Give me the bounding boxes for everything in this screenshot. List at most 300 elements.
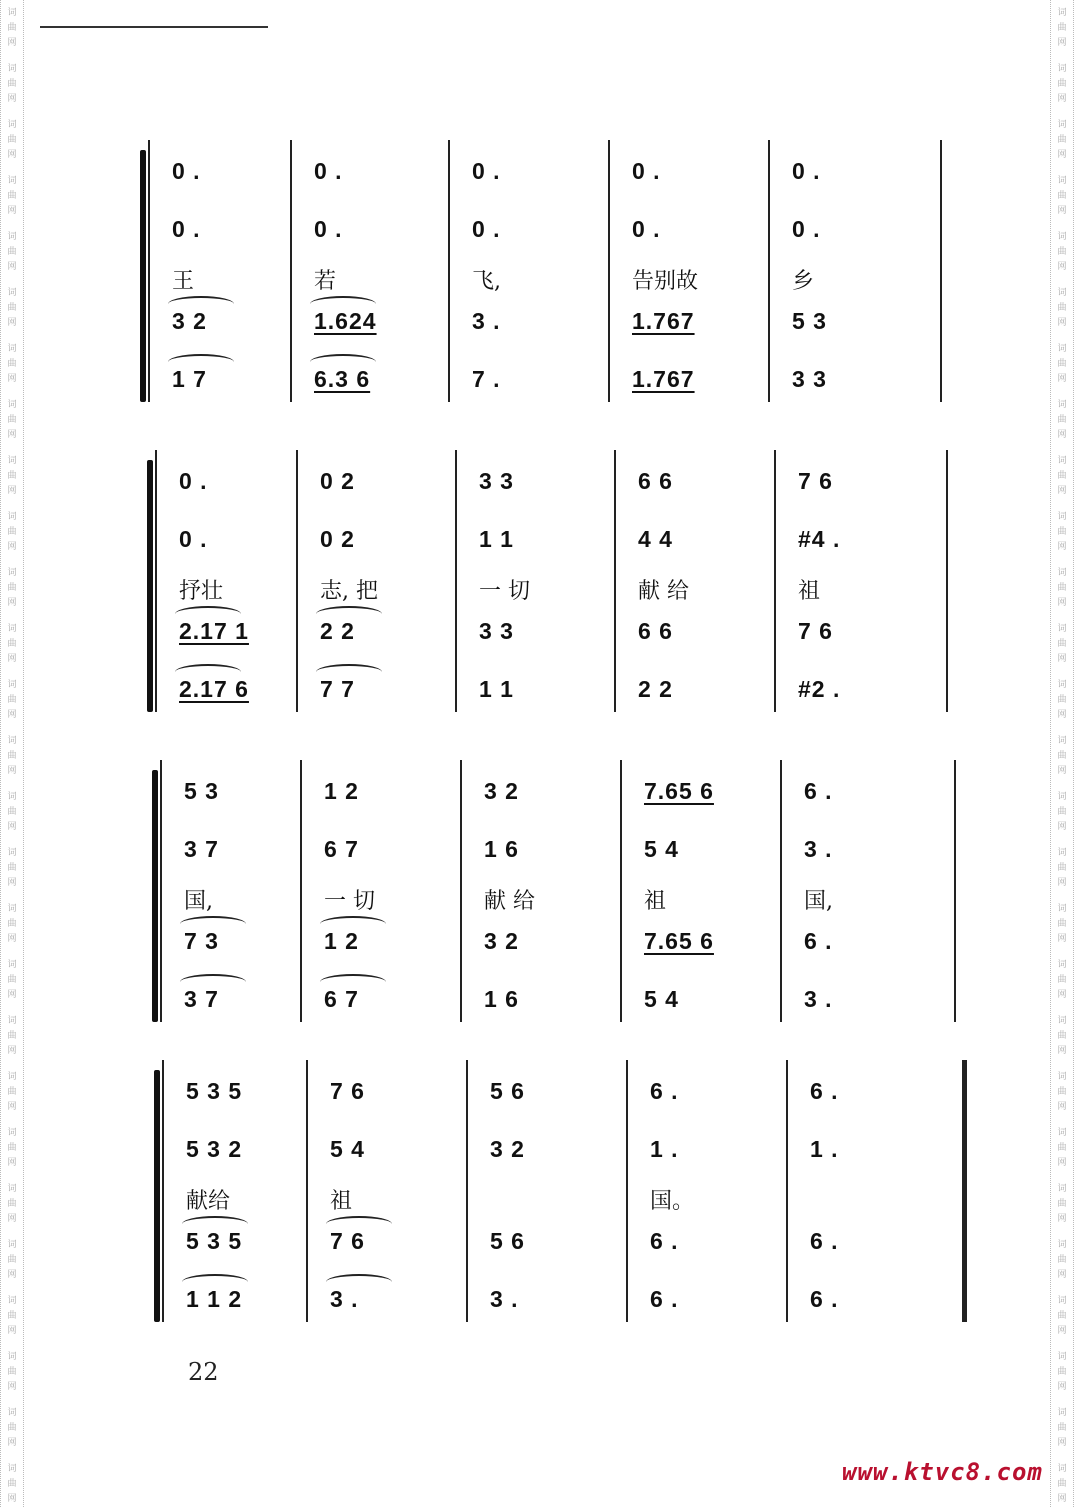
watermark-glyph: 网	[1057, 1102, 1067, 1112]
watermark-glyph: 词	[1057, 624, 1067, 634]
slur-mark	[320, 916, 386, 932]
watermark-glyph: 词	[1057, 904, 1067, 914]
barline	[768, 140, 770, 402]
watermark-glyph: 词	[1057, 1128, 1067, 1138]
watermark-glyph: 网	[7, 878, 17, 888]
watermark-glyph: 曲	[7, 1087, 17, 1097]
note-group: 6.3 6	[314, 366, 371, 392]
note-group: 3 3	[479, 468, 514, 494]
watermark-glyph: 词	[7, 8, 17, 18]
watermark-glyph: 网	[7, 934, 17, 944]
watermark-glyph: 曲	[7, 527, 17, 537]
watermark-glyph: 词	[1057, 512, 1067, 522]
watermark-glyph: 网	[1057, 206, 1067, 216]
watermark-glyph: 曲	[7, 359, 17, 369]
watermark-glyph: 曲	[7, 471, 17, 481]
note-group: 0 .	[632, 158, 661, 184]
lyric-text: 献给	[186, 1189, 231, 1214]
note-group: 2.17 1	[179, 618, 249, 644]
watermark-glyph: 曲	[7, 79, 17, 89]
note-group: 6 .	[810, 1286, 839, 1312]
barline	[786, 1060, 788, 1322]
lyric-text: 告别故	[632, 269, 699, 294]
note-group: 6 .	[804, 778, 833, 804]
note-group: 1 2	[324, 778, 359, 804]
watermark-glyph: 网	[1057, 1214, 1067, 1224]
watermark-glyph: 曲	[7, 1199, 17, 1209]
note-group: 1.624	[314, 308, 377, 334]
lyric-text: 献 给	[484, 889, 535, 914]
watermark-glyph: 曲	[1057, 863, 1067, 873]
watermark-glyph: 网	[1057, 878, 1067, 888]
watermark-glyph: 词	[7, 1296, 17, 1306]
watermark-glyph: 词	[1057, 8, 1067, 18]
note-group: 0 .	[314, 158, 343, 184]
barline	[155, 450, 157, 712]
watermark-glyph: 网	[1057, 598, 1067, 608]
note-group: 0 .	[792, 216, 821, 242]
watermark-glyph: 词	[1057, 736, 1067, 746]
watermark-glyph: 曲	[1057, 415, 1067, 425]
watermark-glyph: 词	[1057, 680, 1067, 690]
watermark-glyph: 网	[7, 1046, 17, 1056]
note-group: 7 .	[472, 366, 501, 392]
lyric-text: 国,	[804, 889, 833, 914]
watermark-glyph: 曲	[7, 695, 17, 705]
note-group: 6 .	[804, 928, 833, 954]
watermark-glyph: 网	[7, 598, 17, 608]
watermark-glyph: 曲	[7, 807, 17, 817]
barline	[448, 140, 450, 402]
watermark-glyph: 词	[7, 232, 17, 242]
note-group: 3 3	[479, 618, 514, 644]
barline	[466, 1060, 468, 1322]
score-system	[0, 450, 1074, 712]
note-group: 6 .	[650, 1078, 679, 1104]
note-group: 7 6	[798, 618, 833, 644]
score-system	[0, 760, 1074, 1022]
note-group: 3 .	[330, 1286, 359, 1312]
watermark-glyph: 网	[7, 318, 17, 328]
watermark-glyph: 曲	[1057, 695, 1067, 705]
watermark-glyph: 曲	[1057, 1199, 1067, 1209]
note-group: 0 .	[472, 158, 501, 184]
watermark-glyph: 网	[7, 486, 17, 496]
note-group: 6 7	[324, 986, 359, 1012]
slur-mark	[316, 606, 382, 622]
note-group: 5 3	[184, 778, 219, 804]
watermark-glyph: 网	[7, 430, 17, 440]
watermark-glyph: 词	[1057, 120, 1067, 130]
watermark-glyph: 曲	[1057, 1311, 1067, 1321]
barline	[162, 1060, 164, 1322]
note-group: 1 6	[484, 836, 519, 862]
barline	[306, 1060, 308, 1322]
watermark-glyph: 网	[7, 150, 17, 160]
watermark-glyph: 曲	[1057, 1087, 1067, 1097]
lyric-text: 一 切	[324, 889, 375, 914]
note-group: 0 .	[632, 216, 661, 242]
watermark-glyph: 词	[1057, 1240, 1067, 1250]
watermark-glyph: 网	[1057, 990, 1067, 1000]
slur-mark	[175, 606, 241, 622]
watermark-glyph: 曲	[1057, 1143, 1067, 1153]
watermark-glyph: 曲	[7, 1143, 17, 1153]
note-group: 3 .	[472, 308, 501, 334]
lyric-text: 一 切	[479, 579, 530, 604]
watermark-glyph: 曲	[7, 863, 17, 873]
note-group: 1 6	[484, 986, 519, 1012]
watermark-glyph: 词	[7, 680, 17, 690]
watermark-glyph: 词	[1057, 568, 1067, 578]
note-group: 7 7	[320, 676, 355, 702]
watermark-glyph: 词	[1057, 1408, 1067, 1418]
lyric-text: 若	[314, 269, 337, 294]
watermark-glyph: 曲	[7, 639, 17, 649]
barline	[954, 760, 956, 1022]
barline	[962, 1060, 967, 1322]
watermark-glyph: 词	[1057, 1184, 1067, 1194]
watermark-glyph: 曲	[7, 1311, 17, 1321]
note-group: 1 1 2	[186, 1286, 243, 1312]
watermark-glyph: 网	[1057, 150, 1067, 160]
watermark-glyph: 曲	[7, 1423, 17, 1433]
note-group: 5 4	[644, 986, 679, 1012]
note-group: 0 .	[472, 216, 501, 242]
watermark-glyph: 网	[7, 990, 17, 1000]
note-group: 5 3 2	[186, 1136, 243, 1162]
watermark-glyph: 网	[1057, 654, 1067, 664]
system-brace	[140, 150, 146, 402]
note-group: 0 2	[320, 468, 355, 494]
watermark-glyph: 网	[1057, 1270, 1067, 1280]
note-group: 5 6	[490, 1228, 525, 1254]
slur-mark	[310, 354, 376, 370]
barline	[460, 760, 462, 1022]
barline	[300, 760, 302, 1022]
watermark-glyph: 曲	[1057, 303, 1067, 313]
watermark-glyph: 曲	[7, 1031, 17, 1041]
note-group: 4 4	[638, 526, 673, 552]
slur-mark	[180, 916, 246, 932]
note-group: 0 .	[314, 216, 343, 242]
note-group: 5 3 5	[186, 1228, 243, 1254]
watermark-glyph: 词	[7, 1016, 17, 1026]
watermark-glyph: 曲	[1057, 975, 1067, 985]
watermark-glyph: 词	[7, 176, 17, 186]
watermark-glyph: 曲	[1057, 1031, 1067, 1041]
note-group: 2.17 6	[179, 676, 249, 702]
barline	[160, 760, 162, 1022]
note-group: 2 2	[638, 676, 673, 702]
barline	[608, 140, 610, 402]
watermark-glyph: 网	[1057, 1438, 1067, 1448]
note-group: 0 2	[320, 526, 355, 552]
watermark-glyph: 词	[1057, 232, 1067, 242]
note-group: 3 .	[490, 1286, 519, 1312]
watermark-glyph: 网	[7, 262, 17, 272]
watermark-glyph: 曲	[7, 247, 17, 257]
note-group: 3 7	[184, 986, 219, 1012]
watermark-glyph: 词	[7, 848, 17, 858]
watermark-glyph: 网	[7, 822, 17, 832]
lyric-text: 祖	[798, 579, 821, 604]
note-group: 3 2	[172, 308, 207, 334]
watermark-glyph: 曲	[1057, 807, 1067, 817]
watermark-glyph: 曲	[1057, 79, 1067, 89]
slur-mark	[320, 974, 386, 990]
watermark-glyph: 词	[7, 904, 17, 914]
lyric-text: 祖	[644, 889, 667, 914]
note-group: 6 .	[650, 1286, 679, 1312]
page-number: 22	[188, 1358, 219, 1386]
watermark-glyph: 曲	[7, 583, 17, 593]
note-group: 0 .	[172, 216, 201, 242]
barline	[290, 140, 292, 402]
barline	[774, 450, 776, 712]
watermark-glyph: 曲	[7, 1367, 17, 1377]
watermark-glyph: 网	[1057, 318, 1067, 328]
watermark-glyph: 词	[1057, 1016, 1067, 1026]
barline	[614, 450, 616, 712]
barline	[455, 450, 457, 712]
slur-mark	[175, 664, 241, 680]
system-brace	[147, 460, 153, 712]
watermark-glyph: 网	[1057, 94, 1067, 104]
note-group: 1 .	[810, 1136, 839, 1162]
note-group: 0 .	[179, 526, 208, 552]
note-group: 1 1	[479, 676, 514, 702]
watermark-glyph: 曲	[1057, 583, 1067, 593]
watermark-glyph: 词	[7, 64, 17, 74]
note-group: 3 7	[184, 836, 219, 862]
watermark-glyph: 网	[1057, 1158, 1067, 1168]
slur-mark	[182, 1274, 248, 1290]
note-group: 6 6	[638, 618, 673, 644]
watermark-glyph: 曲	[1057, 751, 1067, 761]
watermark-glyph: 网	[1057, 374, 1067, 384]
watermark-glyph: 网	[7, 542, 17, 552]
note-group: 1 2	[324, 928, 359, 954]
watermark-glyph: 网	[7, 374, 17, 384]
note-group: 2 2	[320, 618, 355, 644]
watermark-glyph: 网	[1057, 430, 1067, 440]
watermark-glyph: 网	[7, 710, 17, 720]
watermark-glyph: 词	[1057, 792, 1067, 802]
watermark-glyph: 曲	[7, 1255, 17, 1265]
system-brace	[154, 1070, 160, 1322]
watermark-glyph: 词	[7, 344, 17, 354]
top-rule	[40, 26, 268, 28]
slur-mark	[168, 296, 234, 312]
watermark-glyph: 词	[7, 288, 17, 298]
watermark-glyph: 词	[1057, 1296, 1067, 1306]
note-group: 1 1	[479, 526, 514, 552]
note-group: 1 .	[650, 1136, 679, 1162]
barline	[148, 140, 150, 402]
note-group: 5 3	[792, 308, 827, 334]
watermark-glyph: 曲	[1057, 527, 1067, 537]
note-group: 7 6	[330, 1228, 365, 1254]
watermark-glyph: 曲	[1057, 919, 1067, 929]
watermark-glyph: 曲	[7, 415, 17, 425]
note-group: 7.65 6	[644, 928, 714, 954]
watermark-glyph: 曲	[7, 975, 17, 985]
lyric-text: 飞,	[472, 269, 501, 294]
watermark-glyph: 网	[1057, 1494, 1067, 1504]
note-group: 3 2	[484, 778, 519, 804]
watermark-glyph: 词	[7, 624, 17, 634]
watermark-glyph: 网	[7, 1494, 17, 1504]
note-group: 6 6	[638, 468, 673, 494]
lyric-text: 国。	[650, 1189, 695, 1214]
watermark-glyph: 曲	[1057, 1423, 1067, 1433]
watermark-glyph: 网	[7, 766, 17, 776]
watermark-glyph: 网	[7, 38, 17, 48]
watermark-glyph: 词	[1057, 288, 1067, 298]
watermark-glyph: 词	[7, 512, 17, 522]
note-group: 1.767	[632, 366, 695, 392]
score-system	[0, 140, 1074, 402]
watermark-glyph: 词	[1057, 456, 1067, 466]
watermark-glyph: 词	[7, 1128, 17, 1138]
note-group: 6 .	[810, 1228, 839, 1254]
lyric-text: 乡	[792, 269, 815, 294]
slur-mark	[182, 1216, 248, 1232]
watermark-glyph: 词	[1057, 64, 1067, 74]
note-group: 5 3 5	[186, 1078, 243, 1104]
site-watermark: www.ktvc8.com	[842, 1458, 1043, 1486]
barline	[946, 450, 948, 712]
watermark-glyph: 网	[1057, 766, 1067, 776]
watermark-glyph: 词	[7, 792, 17, 802]
watermark-glyph: 网	[7, 206, 17, 216]
lyric-text: 抒壮	[179, 579, 224, 604]
lyric-text: 献 给	[638, 579, 689, 604]
watermark-glyph: 曲	[1057, 471, 1067, 481]
watermark-glyph: 词	[7, 1464, 17, 1474]
note-group: 3 .	[804, 986, 833, 1012]
watermark-glyph: 曲	[1057, 247, 1067, 257]
watermark-glyph: 词	[7, 400, 17, 410]
note-group: 7 6	[330, 1078, 365, 1104]
lyric-text: 志, 把	[320, 579, 378, 604]
note-group: 1 7	[172, 366, 207, 392]
note-group: #2 .	[798, 676, 841, 702]
watermark-glyph: 网	[7, 1438, 17, 1448]
watermark-glyph: 网	[7, 1102, 17, 1112]
watermark-glyph: 词	[1057, 344, 1067, 354]
watermark-glyph: 词	[7, 1072, 17, 1082]
slur-mark	[310, 296, 376, 312]
slur-mark	[180, 974, 246, 990]
note-group: 7.65 6	[644, 778, 714, 804]
barline	[620, 760, 622, 1022]
watermark-glyph: 曲	[7, 135, 17, 145]
lyric-text: 祖	[330, 1189, 353, 1214]
watermark-glyph: 网	[7, 1326, 17, 1336]
watermark-glyph: 网	[7, 1158, 17, 1168]
note-group: #4 .	[798, 526, 841, 552]
slur-mark	[326, 1274, 392, 1290]
watermark-glyph: 网	[1057, 38, 1067, 48]
watermark-glyph: 词	[1057, 400, 1067, 410]
note-group: 6 .	[650, 1228, 679, 1254]
watermark-glyph: 网	[7, 1214, 17, 1224]
barline	[940, 140, 942, 402]
watermark-glyph: 网	[1057, 486, 1067, 496]
watermark-glyph: 词	[1057, 176, 1067, 186]
note-group: 3 .	[804, 836, 833, 862]
watermark-glyph: 词	[7, 960, 17, 970]
note-group: 3 3	[792, 366, 827, 392]
watermark-glyph: 曲	[7, 1479, 17, 1489]
watermark-glyph: 曲	[1057, 135, 1067, 145]
barline	[296, 450, 298, 712]
watermark-glyph: 词	[1057, 1464, 1067, 1474]
watermark-glyph: 曲	[1057, 1367, 1067, 1377]
watermark-glyph: 曲	[1057, 639, 1067, 649]
watermark-glyph: 曲	[7, 191, 17, 201]
watermark-glyph: 词	[1057, 848, 1067, 858]
score-system	[0, 1060, 1074, 1322]
watermark-glyph: 曲	[1057, 191, 1067, 201]
note-group: 1.767	[632, 308, 695, 334]
watermark-glyph: 词	[7, 736, 17, 746]
watermark-glyph: 网	[1057, 1326, 1067, 1336]
slur-mark	[326, 1216, 392, 1232]
note-group: 3 2	[490, 1136, 525, 1162]
note-group: 0 .	[792, 158, 821, 184]
watermark-glyph: 曲	[7, 303, 17, 313]
watermark-glyph: 网	[7, 94, 17, 104]
watermark-glyph: 网	[1057, 542, 1067, 552]
lyric-text: 国,	[184, 889, 213, 914]
barline	[626, 1060, 628, 1322]
note-group: 5 6	[490, 1078, 525, 1104]
watermark-glyph: 曲	[7, 919, 17, 929]
slur-mark	[168, 354, 234, 370]
watermark-glyph: 网	[7, 1270, 17, 1280]
watermark-glyph: 词	[7, 120, 17, 130]
watermark-glyph: 词	[7, 1240, 17, 1250]
watermark-glyph: 网	[1057, 1046, 1067, 1056]
note-group: 0 .	[172, 158, 201, 184]
note-group: 6 7	[324, 836, 359, 862]
watermark-glyph: 网	[1057, 1382, 1067, 1392]
system-brace	[152, 770, 158, 1022]
watermark-glyph: 曲	[1057, 359, 1067, 369]
watermark-glyph: 曲	[1057, 1255, 1067, 1265]
note-group: 6 .	[810, 1078, 839, 1104]
slur-mark	[316, 664, 382, 680]
watermark-glyph: 词	[7, 568, 17, 578]
watermark-glyph: 曲	[1057, 1479, 1067, 1489]
note-group: 7 6	[798, 468, 833, 494]
watermark-glyph: 曲	[7, 751, 17, 761]
barline	[780, 760, 782, 1022]
watermark-glyph: 词	[7, 1408, 17, 1418]
watermark-glyph: 词	[7, 1352, 17, 1362]
watermark-glyph: 网	[1057, 934, 1067, 944]
watermark-glyph: 词	[7, 1184, 17, 1194]
watermark-glyph: 网	[1057, 262, 1067, 272]
note-group: 7 3	[184, 928, 219, 954]
watermark-glyph: 曲	[1057, 23, 1067, 33]
watermark-glyph: 网	[1057, 710, 1067, 720]
watermark-glyph: 词	[1057, 960, 1067, 970]
watermark-glyph: 词	[7, 456, 17, 466]
